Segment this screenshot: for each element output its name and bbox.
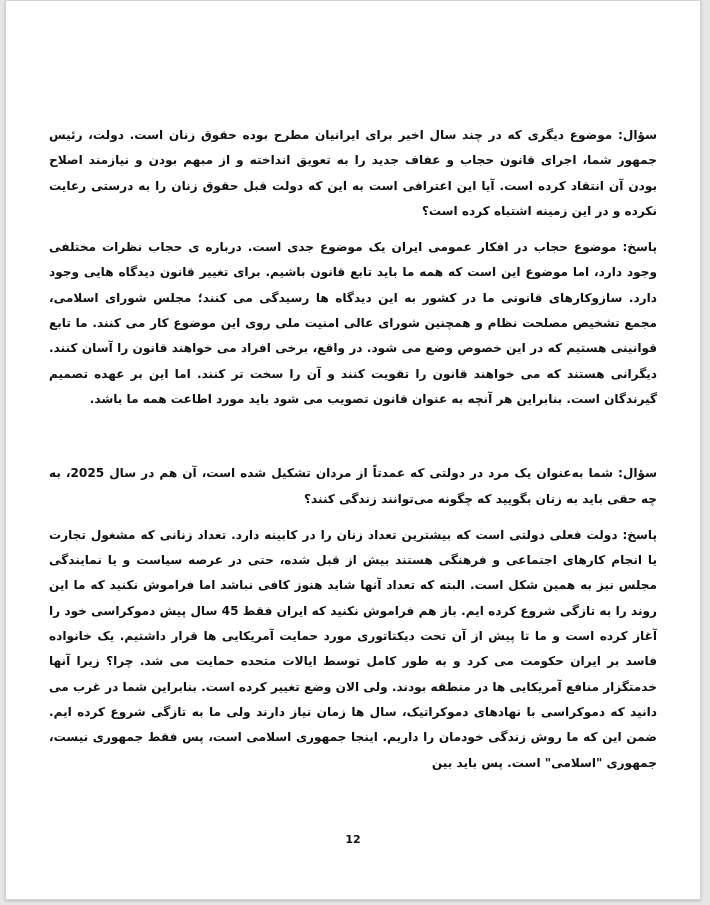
answer-paragraph-1: پاسخ: موضوع حجاب در افکار عمومی ایران یک موضوع جدی است. درباره ی حجاب نظرات مختلفی وجود دارد، اما موضوع این است که همه ما باید تابع قانون باشیم. برای تغییر قانون دیدگاه هایی وجود دارد. سازوکارهای قانونی ما در کشور به این دیدگاه ها رسیدگی می کنند؛ مجلس شورای اسلامی، مجمع تشخیص مصلحت نظام و همچنین شورای عالی امنیت ملی روی این موضوع کار می کنند. ما تابع قوانینی هستیم که در این خصوص وضع می شود. در واقع، برخی افراد می خواهند قانون را آسان کنند. دیگرانی هستند که می خواهند قانون را تقویت کنند و آن را سخت تر کنند. اما این بر عهده تصمیم گیرندگان است. بنابراین هر آنچه به عنوان قانون تصویب می شود باید مورد اطاعت همه ما باشد. — [49, 240, 657, 406]
document-page — [5, 0, 701, 900]
question-paragraph-1: سؤال: موضوع دیگری که در چند سال اخیر برای ایرانیان مطرح بوده حقوق زنان است. دولت، رئیس جمهور شما، اجرای قانون حجاب و عفاف جدید را به تعویق انداخته و از مبهم بودن و نیازمند اصلاح بودن آن انتقاد کرده است. آیا این اعترافی است به این که دولت قبل حقوق زنان را به درستی رعایت نکرده و در این زمینه اشتباه کرده است؟ — [49, 128, 657, 218]
section-spacer — [49, 423, 657, 461]
page-number: 12 — [345, 833, 361, 846]
question-paragraph-2: سؤال: شما به‌عنوان یک مرد در دولتی که عمدتاً از مردان تشکیل شده است، آن هم در سال 2025، به چه حقی باید به زنان بگویید که چگونه می‌توانند زندگی کنند؟ — [49, 466, 657, 506]
document-body — [49, 123, 657, 787]
answer-paragraph-2: پاسخ: دولت فعلی دولتی است که بیشترین تعداد زنان را در کابینه دارد. تعداد زنانی که مشغول تجارت یا انجام کارهای اجتماعی و فرهنگی هستند بیش از قبل شده، حتی در عرصه سیاست و یا نمایندگی مجلس نیز به همین شکل است. البته که تعداد آنها شاید هنوز کافی نباشد اما فراموش نکنید که ما این روند را به تازگی شروع کرده ایم. باز هم فراموش نکنید که ایران فقط 45 سال پیش دموکراسی خود را آغاز کرده است و ما تا پیش از آن تحت دیکتاتوری مورد حمایت آمریکایی ها قرار داشتیم. یک خانواده فاسد بر ایران حکومت می کرد و به طور کامل توسط ایالات متحده حمایت می شد. چرا؟ زیرا آنها خدمتگزار منافع آمریکایی ها در منطقه بودند. ولی الان وضع تغییر کرده است. بنابراین شما در غرب می دانید که دموکراسی با نهادهای دموکراتیک، سال ها زمان نیاز دارند ولی ما به تازگی شروع کرده ایم. ضمن این که ما روش زندگی خودمان را داریم. اینجا جمهوری اسلامی است، پس فقط جمهوری نیست، جمهوری "اسلامی" است. پس باید بین — [49, 527, 657, 770]
